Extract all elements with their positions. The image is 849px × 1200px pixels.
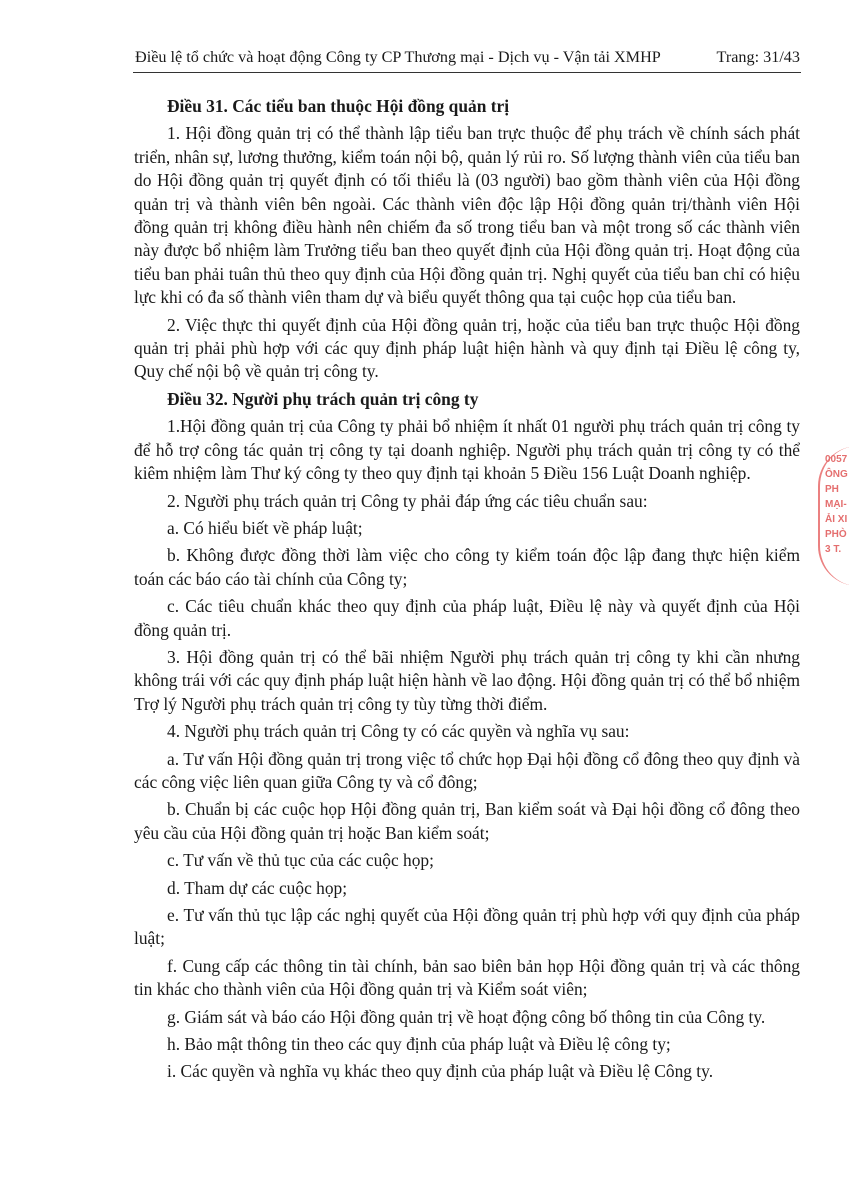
stamp-line: 0057: [825, 454, 848, 465]
page-header: [135, 48, 800, 67]
article-32-clause-2: 2. Người phụ trách quản trị Công ty phải đáp ứng các tiêu chuẩn sau:: [167, 490, 648, 511]
stamp-line: PHÒ: [825, 529, 847, 540]
article-32-clause-4b: b. Chuẩn bị các cuộc họp Hội đồng quản trị, Ban kiểm soát và Đại hội đồng cổ đông theo yêu cầu của Hội đồng quản trị hoặc Ban kiểm soát;: [134, 799, 800, 843]
article-32-clause-4c: c. Tư vấn về thủ tục của các cuộc họp;: [167, 850, 434, 871]
article-32-clause-4g: g. Giám sát và báo cáo Hội đồng quản trị về hoạt động công bố thông tin của Công ty.: [167, 1006, 766, 1027]
page-number: Trang: 31/43: [716, 48, 800, 66]
article-32-heading: Điều 32. Người phụ trách quản trị công ty: [167, 388, 479, 409]
article-32-clause-1: 1.Hội đồng quản trị của Công ty phải bổ nhiệm ít nhất 01 người phụ trách quản trị công ty để hỗ trợ công tác quản trị công ty tại doanh nghiệp. Người phụ trách quản trị công ty có thể kiêm nhiệm làm Thư ký công ty theo quy định tại khoản 5 Điều 156 Luật Doanh nghiệp.: [134, 416, 800, 484]
article-32-clause-4d: d. Tham dự các cuộc họp;: [167, 877, 348, 898]
article-31-clause-1: 1. Hội đồng quản trị có thể thành lập tiểu ban trực thuộc để phụ trách về chính sách phát triển, nhân sự, lương thưởng, kiểm toán nội bộ, quản lý rủi ro. Số lượng thành viên của tiểu ban do Hội đồng quản trị quyết định có tối thiểu là (03 người) bao gồm thành viên của Hội đồng quản trị và thành viên bên ngoài. Các thành viên độc lập Hội đồng quản trị/thành viên Hội đồng quản trị không điều hành nên chiếm đa số trong tiểu ban và một trong số các thành viên này được bổ nhiệm làm Trưởng tiểu ban theo quyết định của Hội đồng quản trị. Hoạt động của tiểu ban phải tuân thủ theo quy định của Hội đồng quản trị. Nghị quyết của tiểu ban chỉ có hiệu lực khi có đa số thành viên tham dự và biểu quyết thông qua tại cuộc họp của tiểu ban.: [134, 123, 800, 308]
article-32-clause-2a: a. Có hiểu biết về pháp luật;: [167, 517, 363, 538]
article-31-heading: Điều 31. Các tiểu ban thuộc Hội đồng quản trị: [167, 96, 510, 116]
article-32-clause-4e: e. Tư vấn thủ tục lập các nghị quyết của Hội đồng quản trị phù hợp với quy định của pháp luật;: [134, 905, 800, 949]
article-32-clause-4a: a. Tư vấn Hội đồng quản trị trong việc tổ chức họp Đại hội đồng cổ đông theo quy định và các công việc liên quan giữa Công ty và cổ đông;: [134, 748, 800, 792]
article-32-clause-3: 3. Hội đồng quản trị có thể bãi nhiệm Người phụ trách quản trị công ty khi cần nhưng không trái với các quy định pháp luật hiện hành về lao động. Hội đồng quản trị có thể bổ nhiệm Trợ lý Người phụ trách quản trị công ty tùy từng thời điểm.: [134, 646, 800, 714]
stamp-line: ÔNG: [825, 469, 848, 480]
document-title: Điều lệ tổ chức và hoạt động Công ty CP Thương mại - Dịch vụ - Vận tải XMHP: [135, 48, 661, 66]
article-32-clause-4: 4. Người phụ trách quản trị Công ty có các quyền và nghĩa vụ sau:: [167, 721, 630, 742]
stamp-line: ẢI XI: [825, 514, 848, 525]
document-body: [134, 95, 800, 1088]
stamp-line: MẠI-: [825, 499, 847, 510]
stamp-line: 3 T.: [825, 544, 842, 555]
article-32-clause-2c: c. Các tiêu chuẩn khác theo quy định của pháp luật, Điều lệ này và quyết định của Hội đồng quản trị.: [134, 596, 800, 640]
article-32-clause-2b: b. Không được đồng thời làm việc cho công ty kiểm toán độc lập đang thực hiện kiểm toán các báo cáo tài chính của Công ty;: [134, 545, 800, 589]
article-32-clause-4h: h. Bảo mật thông tin theo các quy định của pháp luật và Điều lệ công ty;: [167, 1034, 671, 1055]
article-32-clause-4i: i. Các quyền và nghĩa vụ khác theo quy định của pháp luật và Điều lệ Công ty.: [167, 1061, 714, 1082]
header-divider: [133, 72, 801, 73]
article-32-clause-4f: f. Cung cấp các thông tin tài chính, bản sao biên bản họp Hội đồng quản trị và các thông tin khác cho thành viên của Hội đồng quản trị và Kiểm soát viên;: [134, 955, 800, 1000]
article-31-clause-2: 2. Việc thực thi quyết định của Hội đồng quản trị, hoặc của tiểu ban trực thuộc Hội đồng quản trị phải phù hợp với các quy định pháp luật hiện hành và quy định tại Điều lệ công ty, Quy chế nội bộ về quản trị công ty.: [134, 314, 800, 382]
company-seal-stamp: [818, 446, 849, 586]
stamp-line: PH: [825, 484, 839, 495]
